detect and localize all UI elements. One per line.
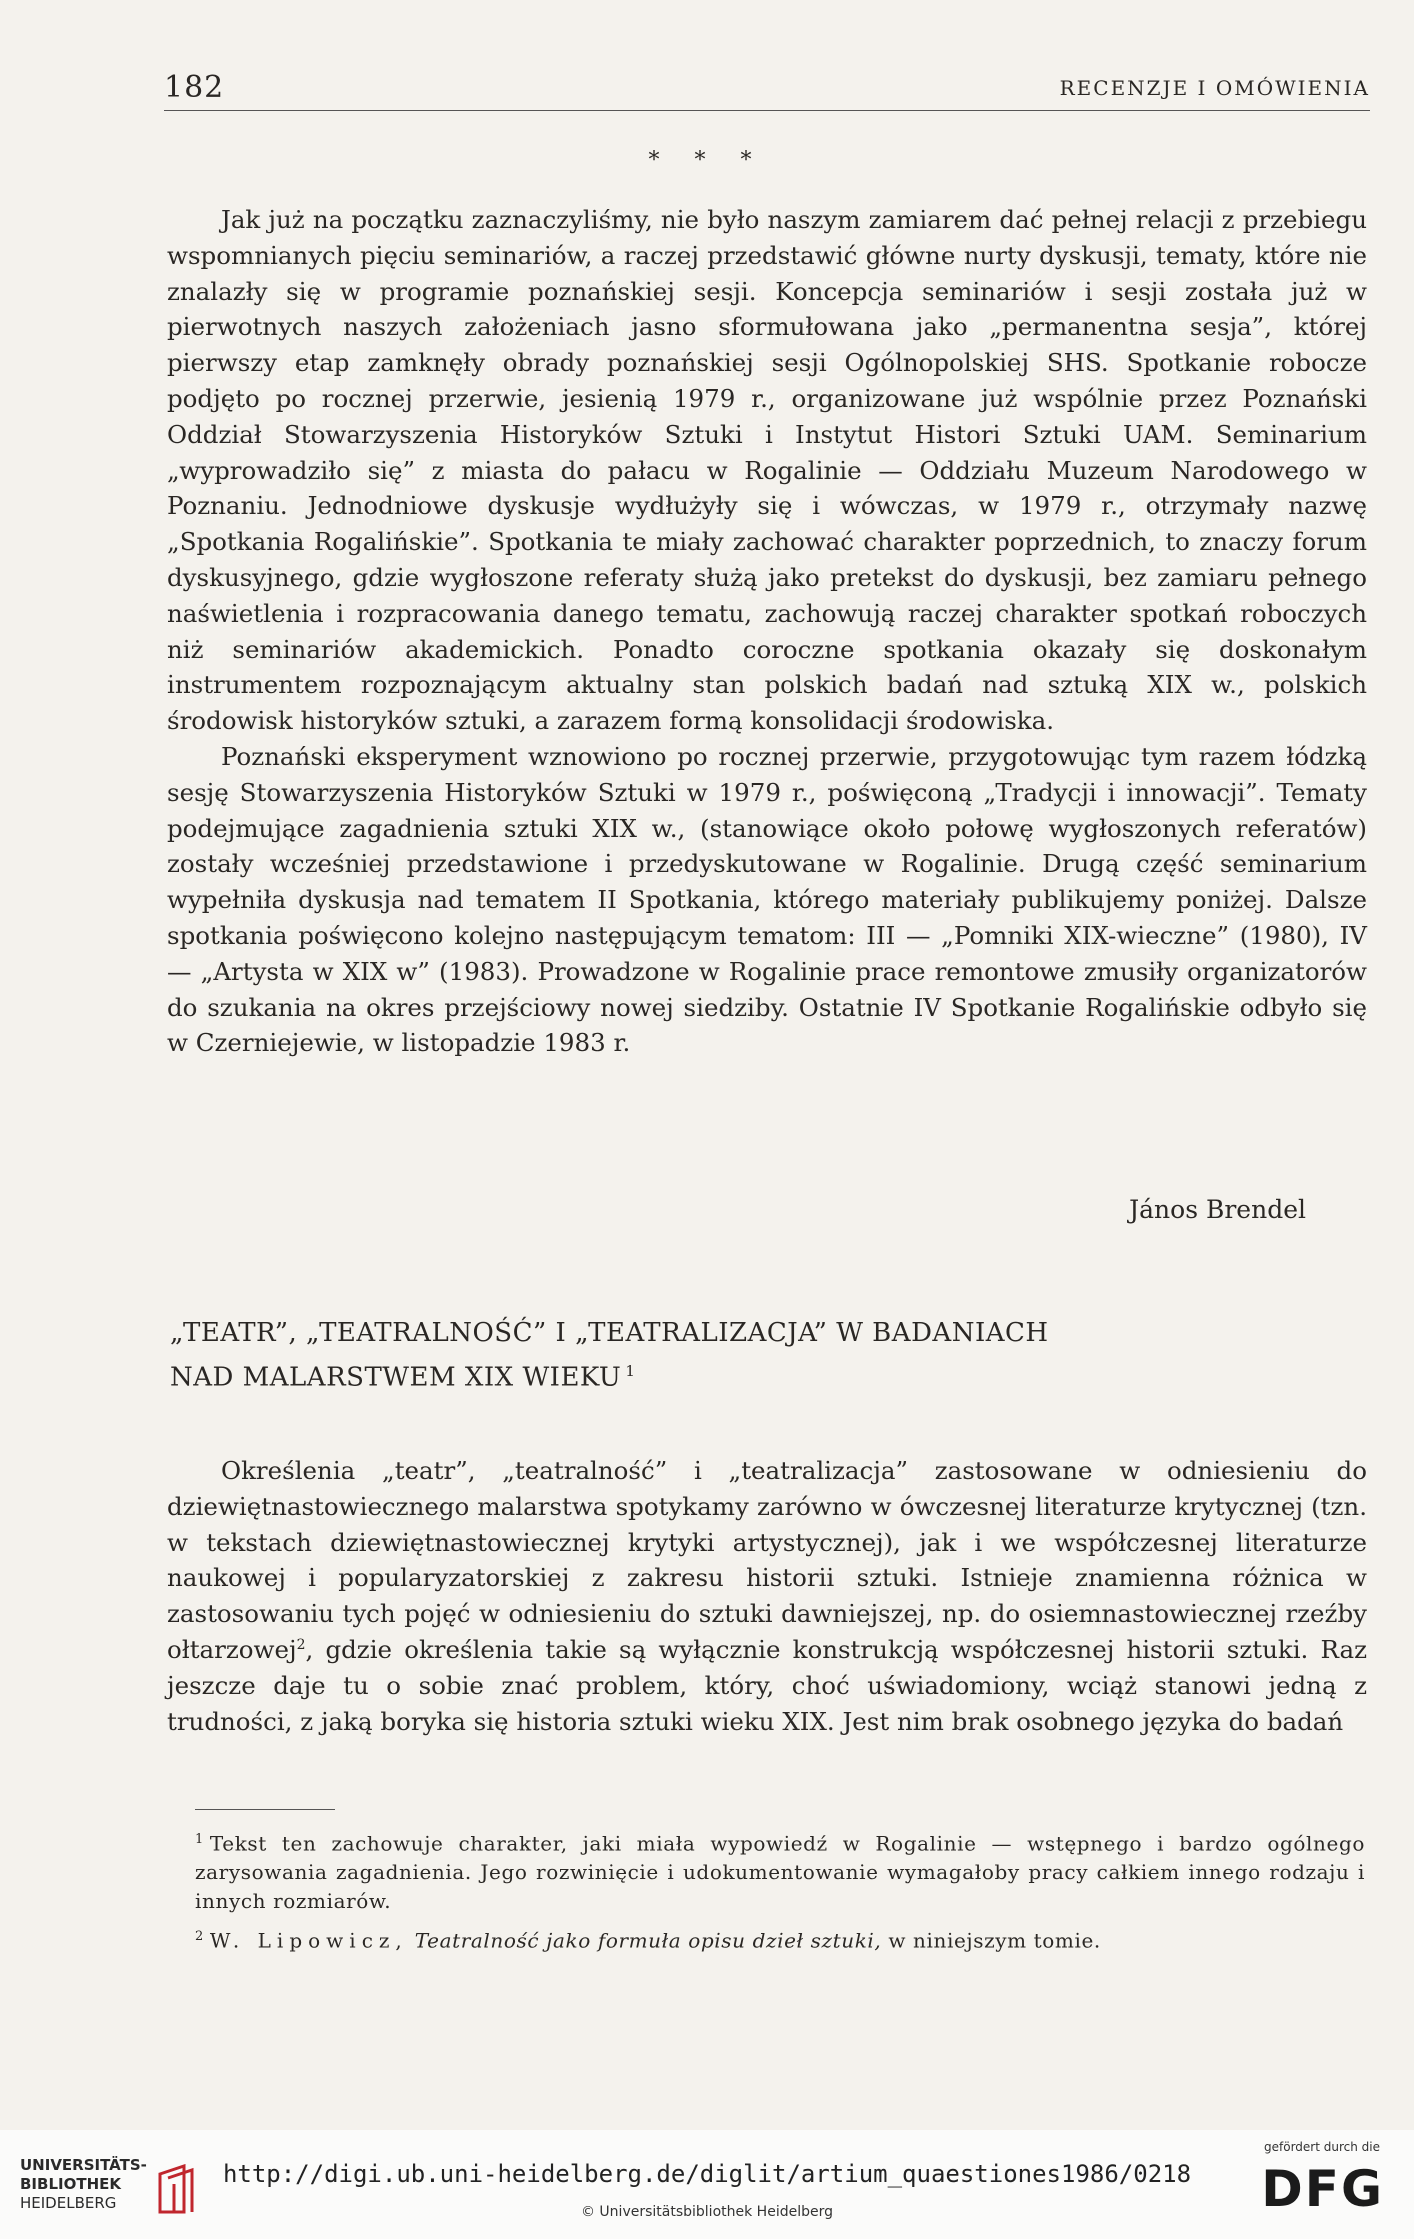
article-text (167, 1453, 1367, 1739)
paragraph-text: , gdzie określenia takie są wyłącznie konstrukcją współczesnej historii sztuki. Raz jeszcze daje tu o sobie znać problem, który, choć uświadomiony, wciąż stanowi jedną z trudności, z jaką boryka się historia sztuki wieku XIX. Jest nim brak osobnego języka do badań (167, 1634, 1367, 1736)
copyright-notice: © Universitätsbibliothek Heidelberg (580, 2204, 833, 2220)
footnote (195, 1923, 1365, 1955)
paragraph: Jak już na początku zaznaczyliśmy, nie było naszym zamiarem dać pełnej relacji z przebiegu wspomnianych pięciu seminariów, a raczej przedstawić główne nurty dyskusji, tematy, które nie znalazły się w programie poznańskiej sesji. Koncepcja seminariów i sesji została już w pierwotnych naszych założeniach jasno sformułowana jako „permanentna sesja”, której pierwszy etap zamknęły obrady poznańskiej sesji Ogólnopolskiej SHS. Spotkanie robocze podjęto po rocznej przerwie, jesienią 1979 r., organizowane już wspólnie przez Poznański Oddział Stowarzyszenia Historyków Sztuki i Instytut Histori Sztuki UAM. Seminarium „wyprowadziło się” z miasta do pałacu w Rogalinie — Oddziału Muzeum Narodowego w Poznaniu. Jednodniowe dyskusje wydłużyły się i wówczas, w 1979 r., otrzymały nazwę „Spotkania Rogalińskie”. Spotkania te miały zachować charakter poprzednich, to znaczy forum dyskusyjnego, gdzie wygłoszone referaty służą jako pretekst do dyskusji, bez zamiaru pełnego naświetlenia i rozpracowania danego tematu, zachowują raczej charakter spotkań roboczych niż seminariów akademickich. Ponadto coroczne spotkania okazały się doskonałym instrumentem rozpoznającym aktualny stan polskich badań nad sztuką XIX w., polskich środowisk historyków sztuki, a zarazem formą konsolidacji środowiska. (167, 205, 1367, 736)
title-line (170, 1352, 1270, 1397)
footnote-rule (195, 1809, 335, 1810)
title-line: „TEATR”, „TEATRALNOŚĆ” I „TEATRALIZACJA” W BADANIACH (170, 1318, 1049, 1348)
viewer-footer (0, 2130, 1414, 2239)
footnote-mark: 1 (195, 1832, 204, 1847)
author-signature: János Brendel (1129, 1195, 1306, 1224)
running-head: RECENZJE I OMÓWIENIA (1059, 76, 1370, 100)
dfg-logo[interactable]: DFG (1261, 2160, 1384, 2218)
footnote (195, 1826, 1365, 1915)
footnote-mark: 2 (195, 1929, 204, 1945)
section-separator: * * * (648, 148, 766, 173)
footnote-author: W. Lipowicz, (209, 1928, 408, 1953)
library-name-line: UNIVERSITÄTS- (20, 2156, 147, 2174)
title-line-text: NAD MALARSTWEM XIX WIEKU (170, 1362, 622, 1393)
footnote-ref: 1 (625, 1362, 636, 1380)
library-name-line: BIBLIOTHEK (20, 2175, 121, 2193)
footnote-text: Tekst ten zachowuje charakter, jaki miała wypowiedź w Rogalinie — wstępnego i bardzo ogólnego zarysowania zagadnienia. Jego rozwinięcie i udokumentowanie wymagałoby pracy całkiem innego rodzaju i innych rozmiarów. (195, 1831, 1365, 1913)
page-header (164, 66, 1370, 111)
paragraph-text: Określenia „teatr”, „teatralność” i „teatralizacja” zastosowane w odniesieniu do dziewiętnastowiecznego malarstwa spotykamy zarówno w ówczesnej literaturze krytycznej (tzn. w tekstach dziewiętnastowiecznej krytyki artystycznej), jak i we współczesnej literaturze naukowej i popularyzatorskiej z zakresu historii sztuki. Istnieje znamienna różnica w zastosowaniu tych pojęć w odniesieniu do sztuki dawniejszej, np. do osiemnastowiecznej rzeźby ołtarzowej (167, 1456, 1367, 1664)
paragraph (167, 1453, 1367, 1739)
permalink-url[interactable]: http://digi.ub.uni-heidelberg.de/diglit/artium_quaestiones1986/0218 (222, 2160, 1192, 2188)
paragraph: Poznański eksperyment wznowiono po rocznej przerwie, przygotowując tym razem łódzką sesję Stowarzyszenia Historyków Sztuki w 1979 r., poświęconą „Tradycji i innowacji”. Tematy podejmujące zagadnienia sztuki XIX w., (stanowiące około połowę wygłoszonych referatów) zostały wcześniej przedstawione i przedyskutowane w Rogalinie. Drugą część seminarium wypełniła dyskusja nad tematem II Spotkania, którego materiały publikujemy poniżej. Dalsze spotkania poświęcono kolejno następującym tematom: III — „Pomniki XIX-wieczne” (1980), IV — „Artysta w XIX w” (1983). Prowadzone w Rogalinie prace remontowe zmusiły organizatorów do szukania na okres przejściowy nowej siedziby. Ostatnie IV Spotkanie Rogalińskie odbyło się w Czerniejewie, w listopadzie 1983 r. (167, 741, 1367, 1058)
page-number: 182 (164, 70, 225, 105)
library-name-line: HEIDELBERG (20, 2194, 117, 2212)
footnote-text: w niniejszym tomie. (888, 1928, 1101, 1953)
footnote-ref: 2 (296, 1636, 306, 1653)
review-text (167, 202, 1367, 1061)
funding-note: gefördert durch die (1264, 2140, 1380, 2154)
footnotes (195, 1826, 1365, 1955)
article-title (170, 1314, 1270, 1397)
footnote-title: Teatralność jako formuła opisu dzieł sztuki, (414, 1928, 882, 1953)
